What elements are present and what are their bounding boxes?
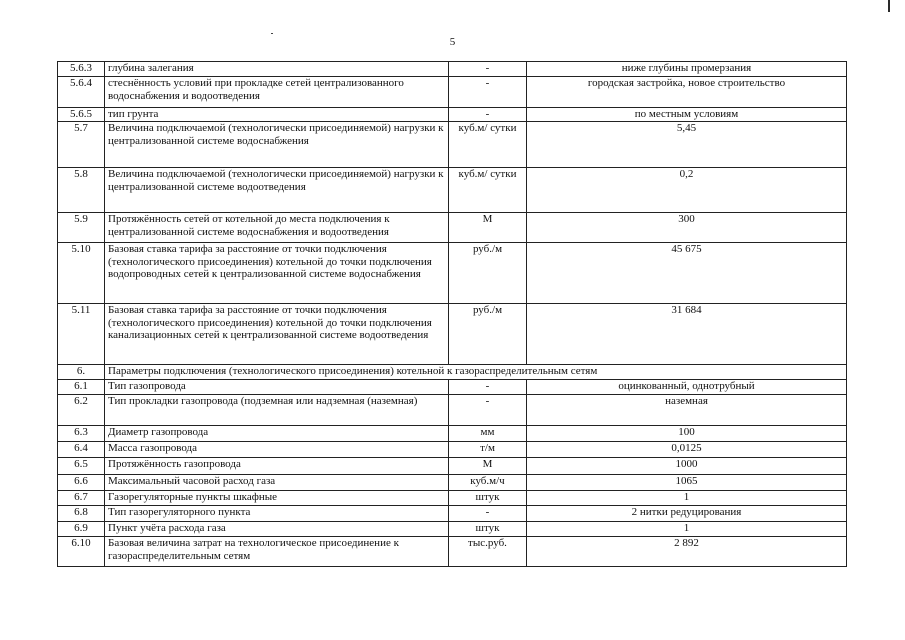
unit: куб.м/ч — [449, 475, 527, 491]
unit: штук — [449, 522, 527, 537]
row-number: 6.8 — [58, 506, 105, 522]
unit: куб.м/ сутки — [449, 122, 527, 168]
table-row — [58, 243, 847, 304]
row-number: 5.6.3 — [58, 62, 105, 77]
parameter-name: Пункт учёта расхода газа — [105, 522, 449, 537]
unit: куб.м/ сутки — [449, 168, 527, 213]
parameter-name: Величина подключаемой (технологически присоединяемой) нагрузки к централизованной системе водоснабжения — [105, 122, 449, 168]
row-number: 6.9 — [58, 522, 105, 537]
row-number: 6.4 — [58, 442, 105, 458]
value: 2 нитки редуцирования — [527, 506, 847, 522]
table-row — [58, 491, 847, 506]
parameter-name: Максимальный часовой расход газа — [105, 475, 449, 491]
unit: т/м — [449, 442, 527, 458]
row-number: 6.1 — [58, 380, 105, 395]
table-row — [58, 458, 847, 475]
value: 31 684 — [527, 304, 847, 365]
unit: - — [449, 77, 527, 108]
value: 0,2 — [527, 168, 847, 213]
row-number: 5.6.5 — [58, 108, 105, 122]
page-number: 5 — [449, 36, 456, 48]
parameter-name: Тип газопровода — [105, 380, 449, 395]
row-number: 6.6 — [58, 475, 105, 491]
table-row — [58, 304, 847, 365]
value: 2 892 — [527, 537, 847, 567]
row-number: 6.5 — [58, 458, 105, 475]
value: 5,45 — [527, 122, 847, 168]
table-row — [58, 442, 847, 458]
table-row — [58, 506, 847, 522]
unit: - — [449, 395, 527, 426]
parameter-name: Базовая ставка тарифа за расстояние от точки подключения (технологического присоединения) котельной до точки подключения водопроводных сетей к централизованной системе водоснабжения — [105, 243, 449, 304]
section-row — [58, 365, 847, 380]
value: по местным условиям — [527, 108, 847, 122]
value: оцинкованный, однотрубный — [527, 380, 847, 395]
value: 45 675 — [527, 243, 847, 304]
parameter-name: Диаметр газопровода — [105, 426, 449, 442]
value: 1 — [527, 522, 847, 537]
value: 100 — [527, 426, 847, 442]
parameter-name: Базовая ставка тарифа за расстояние от точки подключения (технологического присоединения) котельной до точки подключения канализационных сетей к централизованной системе водоотведения — [105, 304, 449, 365]
parameter-name: Тип газорегуляторного пункта — [105, 506, 449, 522]
unit: руб./м — [449, 243, 527, 304]
value: городская застройка, новое строительство — [527, 77, 847, 108]
parameter-name: Протяжённость газопровода — [105, 458, 449, 475]
table-row — [58, 168, 847, 213]
parameter-name: стеснённость условий при прокладке сетей централизованного водоснабжения и водоотведения — [105, 77, 449, 108]
value: 300 — [527, 213, 847, 243]
parameter-name: глубина залегания — [105, 62, 449, 77]
table-row — [58, 537, 847, 567]
row-number: 5.9 — [58, 213, 105, 243]
unit: тыс.руб. — [449, 537, 527, 567]
row-number: 5.10 — [58, 243, 105, 304]
parameter-name: Протяжённость сетей от котельной до места подключения к централизованной системе водоснабжения и водоотведения — [105, 213, 449, 243]
table-row — [58, 426, 847, 442]
parameter-name: Газорегуляторные пункты шкафные — [105, 491, 449, 506]
parameter-name: Величина подключаемой (технологически присоединяемой) нагрузки к централизованной системе водоотведения — [105, 168, 449, 213]
table-row — [58, 213, 847, 243]
value: наземная — [527, 395, 847, 426]
row-number: 5.7 — [58, 122, 105, 168]
value: 0,0125 — [527, 442, 847, 458]
parameter-name: Базовая величина затрат на технологическое присоединение к газораспределительным сетям — [105, 537, 449, 567]
table-row — [58, 380, 847, 395]
value: 1000 — [527, 458, 847, 475]
value: 1065 — [527, 475, 847, 491]
table-row — [58, 62, 847, 77]
table-row — [58, 475, 847, 491]
unit: руб./м — [449, 304, 527, 365]
unit: - — [449, 108, 527, 122]
table-row — [58, 395, 847, 426]
unit: мм — [449, 426, 527, 442]
row-number: 6.2 — [58, 395, 105, 426]
row-number: 5.11 — [58, 304, 105, 365]
parameter-name: Масса газопровода — [105, 442, 449, 458]
unit: М — [449, 458, 527, 475]
unit: - — [449, 62, 527, 77]
row-number: 6.7 — [58, 491, 105, 506]
table-row — [58, 108, 847, 122]
table-row — [58, 122, 847, 168]
scan-edge-mark — [888, 0, 890, 12]
row-number: 6.3 — [58, 426, 105, 442]
parameter-name: Тип прокладки газопровода (подземная или надземная (наземная) — [105, 395, 449, 426]
table-row — [58, 522, 847, 537]
section-title: Параметры подключения (технологического присоединения) котельной к газораспределительным сетям — [105, 365, 847, 380]
value: ниже глубины промерзания — [527, 62, 847, 77]
row-number: 5.8 — [58, 168, 105, 213]
row-number: 6. — [58, 365, 105, 380]
unit: - — [449, 380, 527, 395]
table-row — [58, 77, 847, 108]
scan-speck — [271, 33, 273, 34]
specification-table-body — [58, 62, 847, 567]
value: 1 — [527, 491, 847, 506]
parameter-name: тип грунта — [105, 108, 449, 122]
specification-table — [57, 61, 847, 567]
row-number: 6.10 — [58, 537, 105, 567]
row-number: 5.6.4 — [58, 77, 105, 108]
unit: штук — [449, 491, 527, 506]
unit: М — [449, 213, 527, 243]
unit: - — [449, 506, 527, 522]
